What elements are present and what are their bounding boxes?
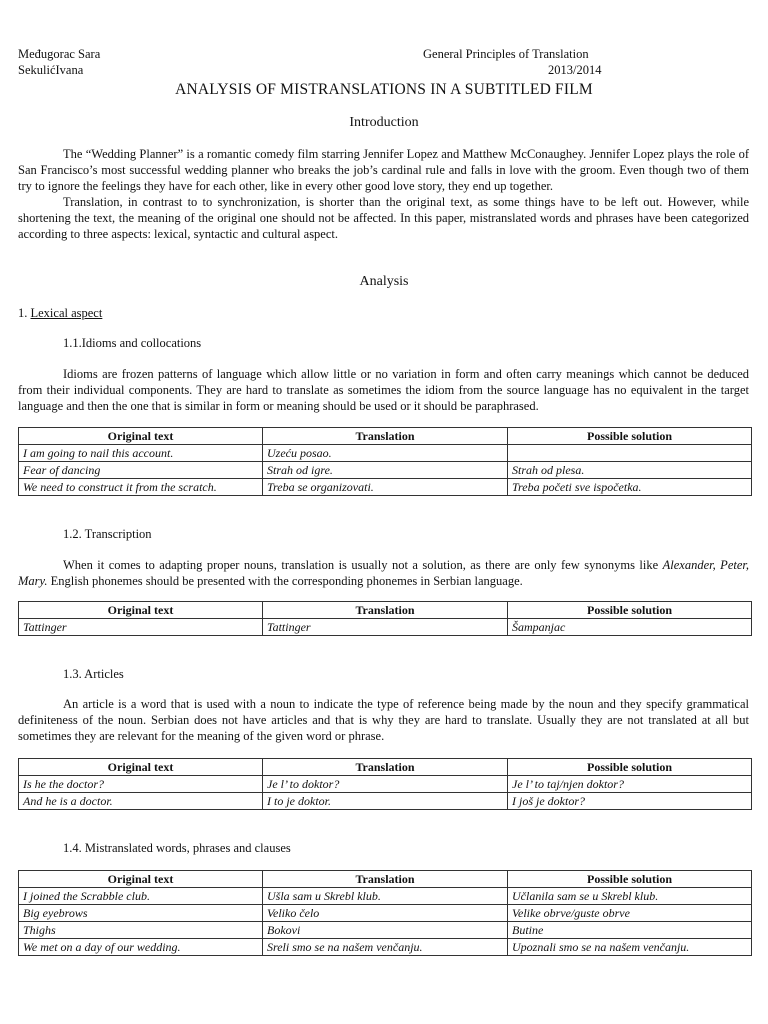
academic-year: 2013/2014 [548,63,602,77]
col-solution-header: Possible solution [508,759,752,776]
idioms-paragraph: Idioms are frozen patterns of language which allow little or no variation in form and often carry meanings which cannot be deduced from their individual components. They are hard to translate as sometimes the idiom from the source language has no equivalent in the target language and then the one that is similar in form or meaning should be used or it should be paraphrased. [18,367,749,413]
table-row [19,793,752,810]
cell-translation: Veliko čelo [263,905,508,922]
lexical-aspect-number: 1. [18,306,31,320]
cell-solution: Strah od plesa. [508,462,752,479]
cell-original: Fear of dancing [19,462,263,479]
cell-solution [508,445,752,462]
table-row [19,888,752,905]
cell-translation: Bokovi [263,922,508,939]
idioms-text [18,366,749,414]
table-row [19,905,752,922]
analysis-heading: Analysis [359,274,409,289]
course-name: General Principles of Translation [423,47,589,61]
table-header-row [19,871,752,888]
transcription-table [18,601,752,636]
table-header-row [19,602,752,619]
col-solution-header: Possible solution [508,428,752,445]
col-translation-header: Translation [263,428,508,445]
table-row [19,939,752,956]
cell-solution: Butine [508,922,752,939]
idioms-table [18,427,752,496]
cell-translation: Tattinger [263,619,508,636]
col-original-header: Original text [19,759,263,776]
col-original-header: Original text [19,871,263,888]
cell-solution: I još je doktor? [508,793,752,810]
cell-solution: Je l’ to taj/njen doktor? [508,776,752,793]
cell-solution: Treba početi sve ispočetka. [508,479,752,496]
col-translation-header: Translation [263,602,508,619]
table-header-row [19,759,752,776]
introduction-paragraph-2: Translation, in contrast to to synchronization, is shorter than the original text, as some things have to be left out. However, while shortening the text, the meaning of the original one should not be affected. In this paper, mistranslated words and phrases have been categorized according to three aspects: lexical, syntactic and cultural aspect. [18,195,749,241]
table-row [19,445,752,462]
cell-translation: Sreli smo se na našem venčanju. [263,939,508,956]
col-original-header: Original text [19,428,263,445]
table-row [19,922,752,939]
col-translation-header: Translation [263,871,508,888]
cell-solution: Upoznali smo se na našem venčanju. [508,939,752,956]
cell-solution: Šampanjac [508,619,752,636]
table-row [19,479,752,496]
cell-original: And he is a doctor. [19,793,263,810]
cell-original: Tattinger [19,619,263,636]
col-solution-header: Possible solution [508,871,752,888]
transcription-examples: Alexander, Peter, Mary. [18,558,749,588]
cell-solution: Velike obrve/guste obrve [508,905,752,922]
cell-translation: Uzeću posao. [263,445,508,462]
articles-table [18,758,752,810]
articles-text [18,696,749,744]
cell-translation: Ušla sam u Skrebl klub. [263,888,508,905]
transcription-text-a: When it comes to adapting proper nouns, translation is usually not a solution, as there are only few synonyms like [63,558,663,572]
articles-heading: 1.3. Articles [63,667,124,681]
transcription-text [18,557,749,589]
cell-original: We need to construct it from the scratch. [19,479,263,496]
author-1: Međugorac Sara [18,47,101,61]
table-row [19,619,752,636]
cell-original: We met on a day of our wedding. [19,939,263,956]
lexical-aspect-heading [18,306,102,321]
col-original-header: Original text [19,602,263,619]
table-row [19,462,752,479]
transcription-heading: 1.2. Transcription [63,527,152,541]
cell-original: Thighs [19,922,263,939]
cell-original: I am going to nail this account. [19,445,263,462]
cell-original: I joined the Scrabble club. [19,888,263,905]
table-header-row [19,428,752,445]
introduction-paragraph-1: The “Wedding Planner” is a romantic comedy film starring Jennifer Lopez and Matthew McConaughey. Jennifer Lopez plays the role of San Francisco’s most successful wedding planner who breaks the job’s cardinal rule and falls in love with the groom. Even though two of them try to ignore the feelings they have for each other, like in every other good love story, they end up together. [18,147,749,193]
cell-solution: Učlanila sam se u Skrebl klub. [508,888,752,905]
lexical-aspect-label: Lexical aspect [30,306,103,320]
document-title: ANALYSIS OF MISTRANSLATIONS IN A SUBTITLED FILM [175,81,593,98]
author-2: SekulićIvana [18,63,84,77]
transcription-text-b: English phonemes should be presented with the corresponding phonemes in Serbian language. [47,574,523,588]
table-row [19,776,752,793]
cell-translation: Treba se organizovati. [263,479,508,496]
mistranslated-heading: 1.4. Mistranslated words, phrases and clauses [63,841,291,855]
introduction-heading: Introduction [349,115,419,130]
cell-translation: Strah od igre. [263,462,508,479]
introduction-text [18,146,749,242]
col-translation-header: Translation [263,759,508,776]
cell-original: Is he the doctor? [19,776,263,793]
cell-translation: Je l’ to doktor? [263,776,508,793]
cell-original: Big eyebrows [19,905,263,922]
mistranslated-table [18,870,752,956]
cell-translation: I to je doktor. [263,793,508,810]
col-solution-header: Possible solution [508,602,752,619]
idioms-heading: 1.1.Idioms and collocations [63,336,202,350]
articles-paragraph: An article is a word that is used with a noun to indicate the type of reference being made by the noun and they specify grammatical definiteness of the noun. Serbian does not have articles and that is why they are hard to translate. Usually they are not translated at all but sometimes they are relevant for the meaning of the given word or phrase. [18,697,749,743]
transcription-paragraph [18,557,749,589]
